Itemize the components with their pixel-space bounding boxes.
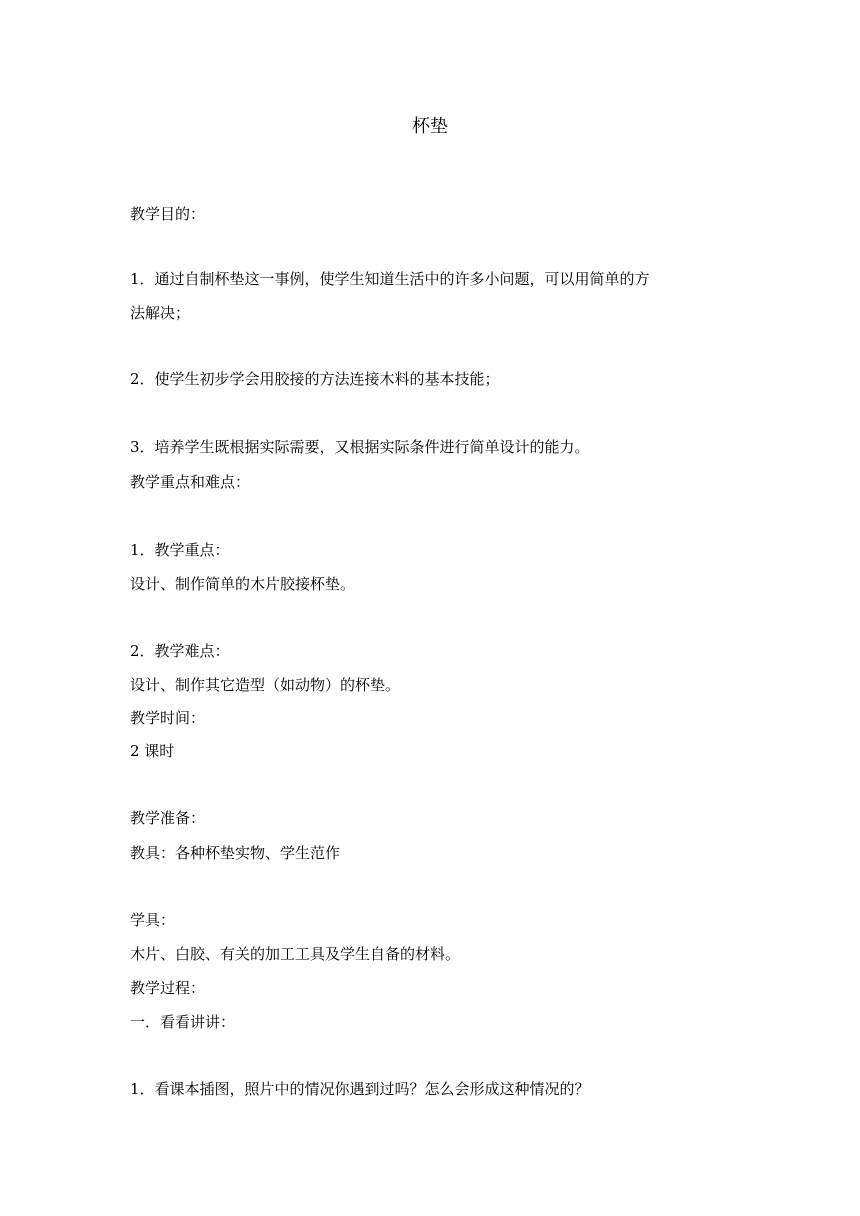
section-heading-process: 教学过程： — [130, 979, 206, 997]
student-tools-heading: 学具： — [130, 911, 176, 929]
difficulty-text: 设计、制作其它造型（如动物）的杯垫。 — [130, 676, 401, 694]
student-tools-text: 木片、白胶、有关的加工工具及学生自备的材料。 — [130, 945, 461, 963]
document-title: 杯垫 — [412, 116, 448, 137]
objective-3: 3．培养学生既根据实际需要，又根据实际条件进行简单设计的能力。 — [130, 438, 590, 456]
teaching-tools: 教具：各种杯垫实物、学生范作 — [130, 844, 341, 862]
section-heading-preparation: 教学准备： — [130, 809, 206, 827]
process-step-1-heading: 一．看看讲讲： — [130, 1013, 236, 1031]
key-point-heading: 1．教学重点： — [130, 541, 230, 559]
key-point-text: 设计、制作简单的木片胶接杯垫。 — [130, 575, 356, 593]
objective-1-line-1: 1．通过自制杯垫这一事例，使学生知道生活中的许多小问题，可以用简单的方 — [130, 270, 650, 288]
section-heading-time: 教学时间： — [130, 709, 206, 727]
section-heading-objectives: 教学目的： — [130, 205, 206, 223]
time-text: 2 课时 — [130, 742, 175, 760]
section-heading-key-points: 教学重点和难点： — [130, 473, 251, 491]
objective-1-line-2: 法解决； — [130, 304, 191, 322]
process-step-1-item-1: 1．看课本插图，照片中的情况你遇到过吗？怎么会形成这种情况的？ — [130, 1080, 590, 1098]
difficulty-heading: 2．教学难点： — [130, 642, 230, 660]
objective-2: 2．使学生初步学会用胶接的方法连接木料的基本技能； — [130, 370, 500, 388]
